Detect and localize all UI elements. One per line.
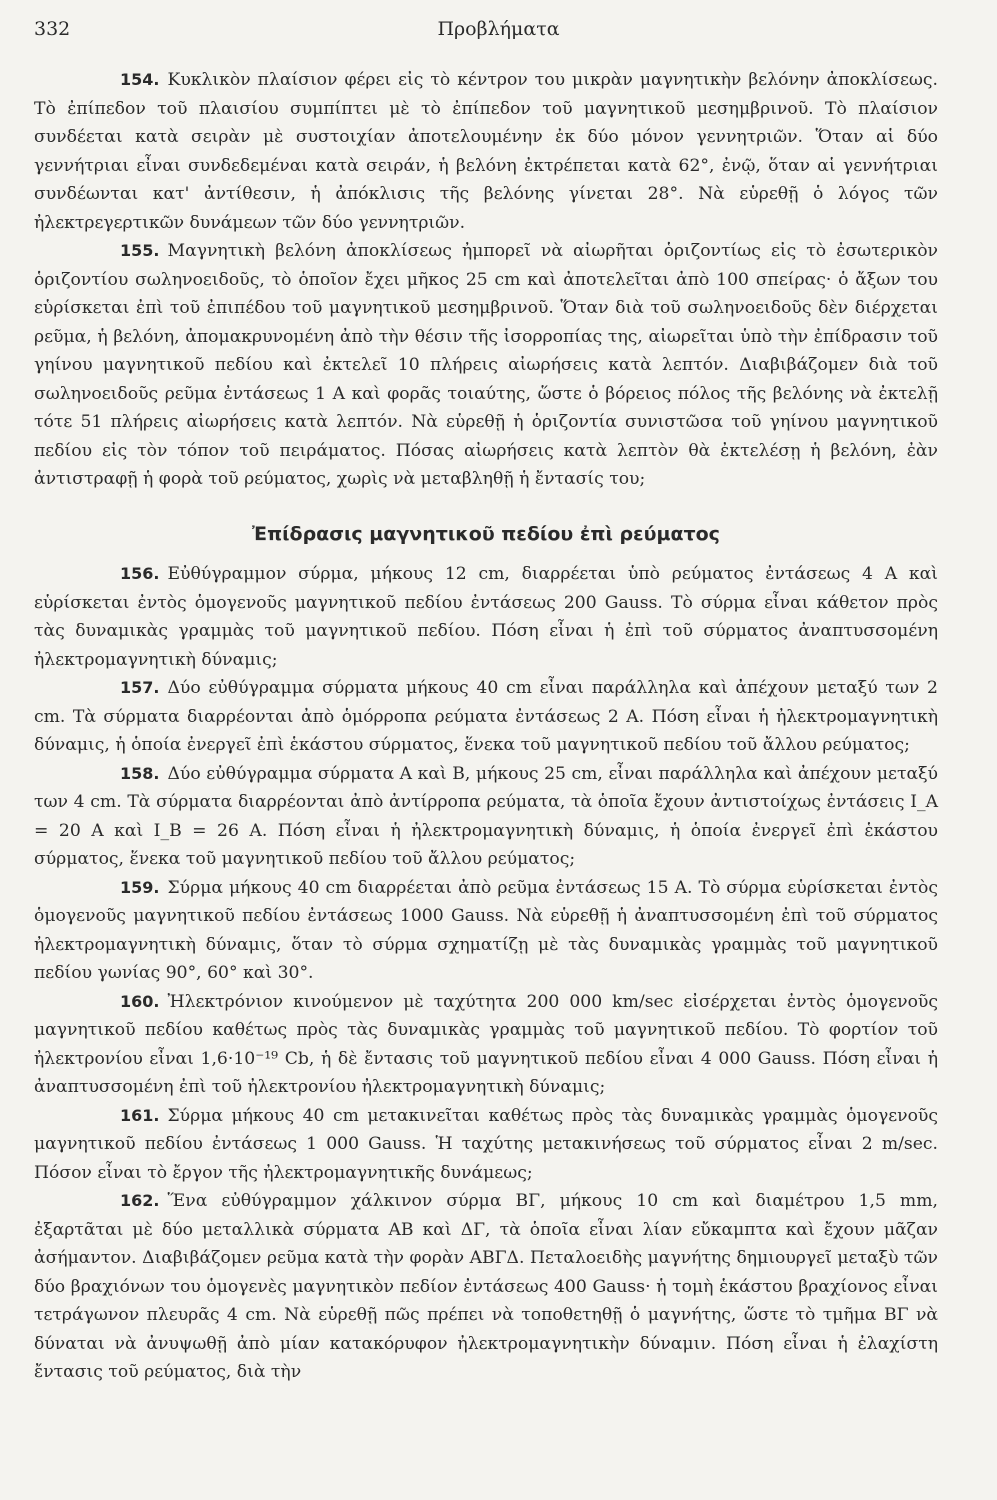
- problem-154: [34, 66, 938, 237]
- problem-161: [34, 1102, 938, 1188]
- problems-after-section: [34, 560, 938, 1387]
- problem-number: 162.: [120, 1191, 160, 1210]
- problem-160: [34, 988, 938, 1102]
- problem-162: [34, 1187, 938, 1387]
- running-title: Προβλήματα: [437, 18, 560, 40]
- problem-157: [34, 674, 938, 760]
- problem-number: 161.: [120, 1105, 160, 1125]
- problem-text: Σύρμα μήκους 40 cm διαρρέεται ἀπὸ ρεῦμα ἐντάσεως 15 A. Τὸ σύρμα εὑρίσκεται ἐντὸς ὁμογενοῦς μαγνητικοῦ πεδίου ἐντάσεως 1000 Gauss. Νὰ εὑρεθῇ ἡ ἀναπτυσσομένη ἐπὶ τοῦ σύρματος ἠλεκτρομαγνητικὴ δύναμις, ὅταν τὸ σύρμα σχηματίζῃ μὲ τὰς δυναμικὰς γραμμὰς τοῦ μαγνητικοῦ πεδίου γωνίας 90°, 60° καὶ 30°.: [34, 877, 938, 983]
- problem-number: 160.: [120, 991, 160, 1011]
- problem-159: [34, 874, 938, 988]
- problems-before-section: [34, 66, 938, 494]
- problem-text: Δύο εὐθύγραμμα σύρματα A καὶ B, μήκους 25 cm, εἶναι παράλληλα καὶ ἀπέχουν μεταξύ των 4 cm. Τὰ σύρματα διαρρέονται ἀπὸ ἀντίρροπα ρεύματα, τὰ ὁποῖα ἔχουν ἀντιστοίχως ἐντάσεις I_A = 20 A καὶ I_B = 26 A. Πόση εἶναι ἡ ἠλεκτρομαγνητικὴ δύναμις, ἡ ὁποία ἐνεργεῖ ἐπὶ ἑκάστου σύρματος, ἕνεκα τοῦ μαγνητικοῦ πεδίου τοῦ ἄλλου ρεύματος;: [34, 763, 938, 869]
- problem-number: 156.: [120, 564, 160, 583]
- page-header: [34, 18, 963, 48]
- problem-text: Ἠλεκτρόνιον κινούμενον μὲ ταχύτητα 200 000 km/sec εἰσέρχεται ἐντὸς ὁμογενοῦς μαγνητικοῦ πεδίου καθέτως πρὸς τὰς δυναμικὰς γραμμὰς τοῦ μαγνητικοῦ πεδίου. Τὸ φορτίον τοῦ ἠλεκτρονίου εἶναι 1,6·10⁻¹⁹ Cb, ἡ δὲ ἔντασις τοῦ μαγνητικοῦ πεδίου εἶναι 4 000 Gauss. Πόση εἶναι ἡ ἀναπτυσσομένη ἐπὶ τοῦ ἠλεκτρονίου ἠλεκτρομαγνητικὴ δύναμις;: [34, 991, 938, 1097]
- problem-text: Ἕνα εὐθύγραμμον χάλκινον σύρμα ΒΓ, μήκους 10 cm καὶ διαμέτρου 1,5 mm, ἐξαρτᾶται μὲ δύο μεταλλικὰ σύρματα ΑΒ καὶ ΔΓ, τὰ ὁποῖα εἶναι λίαν εὔκαμπτα καὶ ἔχουν μᾶζαν ἀσήμαντον. Διαβιβάζομεν ρεῦμα κατὰ τὴν φορὰν ΑΒΓΔ. Πεταλοειδὴς μαγνήτης δημιουργεῖ μεταξὺ τῶν δύο βραχιόνων του ὁμογενὲς μαγνητικὸν πεδίον ἐντάσεως 400 Gauss· ἡ τομὴ ἑκάστου βραχίονος εἶναι τετράγωνον πλευρᾶς 4 cm. Νὰ εὑρεθῇ πῶς πρέπει νὰ τοποθετηθῇ ὁ μαγνήτης, ὥστε τὸ τμῆμα ΒΓ νὰ δύναται νὰ ἀνυψωθῇ ἀπὸ μίαν κατακόρυφον ἠλεκτρομαγνητικὴν δύναμιν. Πόση εἶναι ἡ ἐλαχίστη ἔντασις τοῦ ρεύματος, διὰ τὴν: [34, 1191, 938, 1382]
- problem-text: Εὐθύγραμμον σύρμα, μήκους 12 cm, διαρρέεται ὑπὸ ρεύματος ἐντάσεως 4 A καὶ εὑρίσκεται ἐντὸς ὁμογενοῦς μαγνητικοῦ πεδίου ἐντάσεως 200 Gauss. Τὸ σύρμα εἶναι κάθετον πρὸς τὰς δυναμικὰς γραμμὰς τοῦ μαγνητικοῦ πεδίου. Πόση εἶναι ἡ ἐπὶ τοῦ σύρματος ἀναπτυσσομένη ἠλεκτρομαγνητικὴ δύναμις;: [34, 564, 938, 670]
- problem-158: [34, 760, 938, 874]
- problem-156: [34, 560, 938, 674]
- page-body: [34, 66, 938, 1387]
- page-number: 332: [34, 18, 71, 40]
- problem-text: Μαγνητικὴ βελόνη ἀποκλίσεως ἠμπορεῖ νὰ αἰωρῆται ὁριζοντίως εἰς τὸ ἐσωτερικὸν ὁριζοντίου σωληνοειδοῦς, τὸ ὁποῖον ἔχει μῆκος 25 cm καὶ ἀποτελεῖται ἀπὸ 100 σπείρας· ὁ ἄξων του εὑρίσκεται ἐπὶ τοῦ ἐπιπέδου τοῦ μαγνητικοῦ μεσημβρινοῦ. Ὅταν διὰ τοῦ σωληνοειδοῦς δὲν διέρχεται ρεῦμα, ἡ βελόνη, ἀπομακρυνομένη ἀπὸ τὴν θέσιν τῆς ἰσορροπίας της, αἰωρεῖται ὑπὸ τὴν ἐπίδρασιν τοῦ γηίνου μαγνητικοῦ πεδίου καὶ ἐκτελεῖ 10 πλήρεις αἰωρήσεις κατὰ λεπτόν. Διαβιβάζομεν διὰ τοῦ σωληνοειδοῦς ρεῦμα ἐντάσεως 1 A καὶ φορᾶς τοιαύτης, ὥστε ὁ βόρειος πόλος τῆς βελόνης νὰ ἐκτελῇ τότε 51 πλήρεις αἰωρήσεις κατὰ λεπτόν. Νὰ εὑρεθῇ ἡ ὁριζοντία συνιστῶσα τοῦ γηίνου μαγνητικοῦ πεδίου εἰς τὸν τόπον τοῦ πειράματος. Πόσας αἰωρήσεις κατὰ λεπτὸν θὰ ἐκτελέσῃ ἡ βελόνη, ἐὰν ἀντιστραφῇ ἡ φορὰ τοῦ ρεύματος, χωρὶς νὰ μεταβληθῇ ἡ ἔντασίς του;: [34, 241, 938, 489]
- problem-text: Δύο εὐθύγραμμα σύρματα μήκους 40 cm εἶναι παράλληλα καὶ ἀπέχουν μεταξύ των 2 cm. Τὰ σύρματα διαρρέονται ἀπὸ ὁμόρροπα ρεύματα ἐντάσεως 2 A. Πόση εἶναι ἡ ἠλεκτρομαγνητικὴ δύναμις, ἡ ὁποία ἐνεργεῖ ἐπὶ ἑκάστου σύρματος, ἕνεκα τοῦ μαγνητικοῦ πεδίου τοῦ ἄλλου ρεύματος;: [34, 678, 938, 755]
- problem-number: 155.: [120, 241, 160, 260]
- problem-number: 157.: [120, 678, 160, 697]
- problem-text: Κυκλικὸν πλαίσιον φέρει εἰς τὸ κέντρον του μικρὰν μαγνητικὴν βελόνην ἀποκλίσεως. Τὸ ἐπίπεδον τοῦ πλαισίου συμπίπτει μὲ τὸ ἐπίπεδον τοῦ μαγνητικοῦ μεσημβρινοῦ. Τὸ πλαίσιον συνδέεται κατὰ σειρὰν μὲ συστοιχίαν ἀποτελουμένην ἐκ δύο μόνον γεννητριῶν. Ὅταν αἱ δύο γεννήτριαι εἶναι συνδεδεμέναι κατὰ σειράν, ἡ βελόνη ἐκτρέπεται κατὰ 62°, ἐνῷ, ὅταν αἱ γεννήτριαι συνδέωνται κατ' ἀντίθεσιν, ἡ ἀπόκλισις τῆς βελόνης γίνεται 28°. Νὰ εὑρεθῇ ὁ λόγος τῶν ἠλεκτρεγερτικῶν δυνάμεων τῶν δύο γεννητριῶν.: [34, 70, 938, 233]
- problem-number: 159.: [120, 877, 160, 897]
- problem-text: Σύρμα μήκους 40 cm μετακινεῖται καθέτως πρὸς τὰς δυναμικὰς γραμμὰς ὁμογενοῦς μαγνητικοῦ πεδίου ἐντάσεως 1 000 Gauss. Ἡ ταχύτης μετακινήσεως τοῦ σύρματος εἶναι 2 m/sec. Πόσον εἶναι τὸ ἔργον τῆς ἠλεκτρομαγνητικῆς δυνάμεως;: [34, 1105, 938, 1183]
- section-heading: Ἐπίδρασις μαγνητικοῦ πεδίου ἐπὶ ρεύματος: [252, 522, 720, 545]
- problem-number: 154.: [120, 70, 160, 89]
- problem-155: [34, 237, 938, 494]
- problem-number: 158.: [120, 763, 160, 783]
